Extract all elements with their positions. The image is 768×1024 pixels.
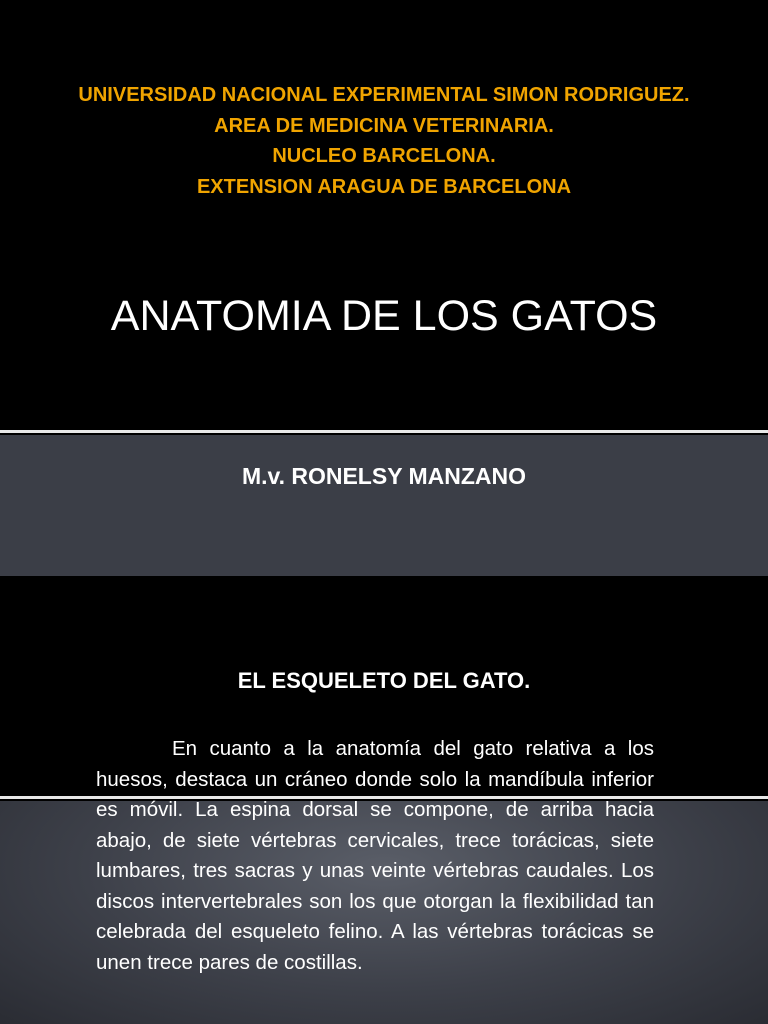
institution-line-extension: EXTENSION ARAGUA DE BARCELONA: [196, 175, 572, 198]
title-background: [0, 0, 768, 430]
institution-block: [60, 80, 708, 202]
section-heading: EL ESQUELETO DEL GATO.: [237, 668, 531, 693]
institution-line-nucleo: NUCLEO BARCELONA.: [272, 145, 496, 167]
institution-line-area: AREA DE MEDICINA VETERINARIA.: [214, 114, 554, 137]
author-band: [0, 435, 768, 576]
body-paragraph: En cuanto a la anatomía del gato relativa a los huesos, destaca un cráneo donde solo la mandíbula inferior es móvil. La espina dorsal se compone, de arriba hacia abajo, de siete vértebras cervicales, trece torácicas, siete lumbares, tres sacras y unas veinte vértebras caudales. Los discos intervertebrales son los que otorgan la flexibilidad tan celebrada del esqueleto felino. A las vértebras torácicas se unen trece pares de costillas.: [96, 737, 654, 974]
author-name: M.v. RONELSY MANZANO: [241, 463, 527, 489]
slide1-divider: [0, 430, 768, 433]
institution-line-university: UNIVERSIDAD NACIONAL EXPERIMENTAL SIMON RODRIGUEZ.: [78, 84, 690, 106]
slide-skeleton: [0, 576, 768, 1024]
presentation-title: ANATOMIA DE LOS GATOS: [110, 292, 658, 340]
